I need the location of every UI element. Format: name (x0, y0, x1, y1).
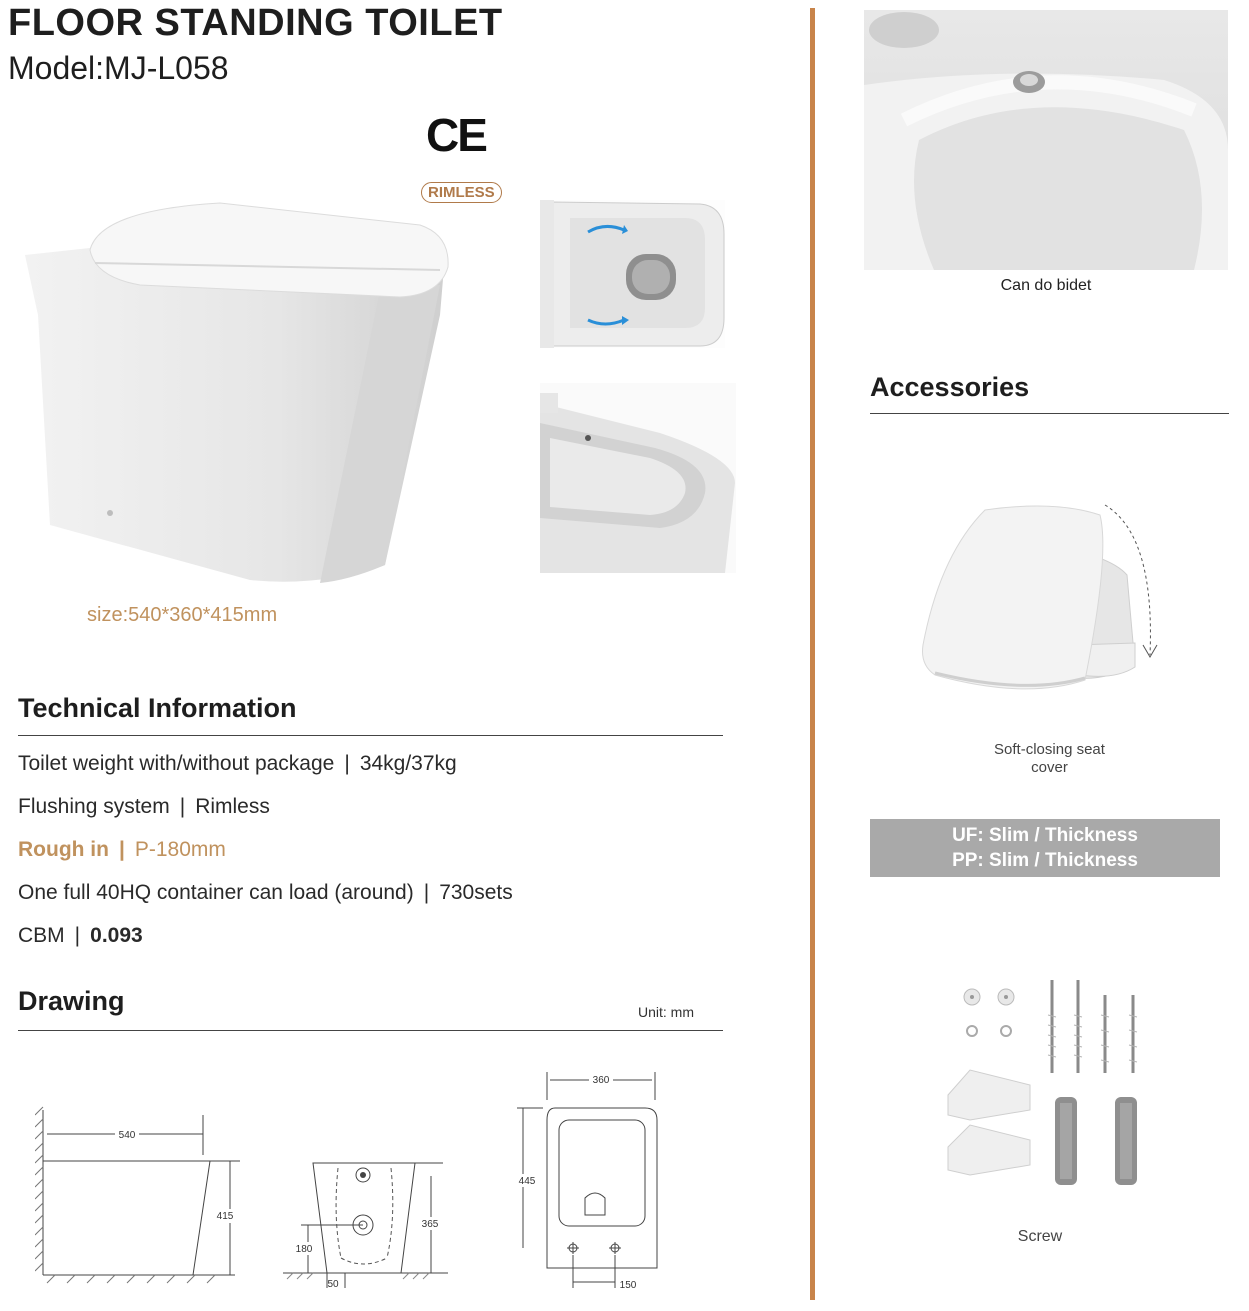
page-title: FLOOR STANDING TOILET (8, 2, 503, 44)
ce-mark: CE (426, 109, 486, 161)
tech-label: Toilet weight with/without package (18, 752, 335, 775)
tech-row-flushing (18, 795, 270, 819)
top-view-drawing (515, 1070, 675, 1295)
screw-kit-image (940, 975, 1150, 1195)
tech-separator: | (118, 838, 125, 861)
tech-label: Flushing system (18, 795, 170, 818)
tech-value: Rimless (195, 795, 270, 818)
seat-caption-line2: cover (1031, 759, 1068, 776)
seat-options-bar (870, 819, 1220, 877)
dim-front-base: 50 (327, 1279, 339, 1290)
screw-caption: Screw (1017, 1228, 1063, 1245)
tech-label: One full 40HQ container can load (around) (18, 881, 414, 904)
tech-value: 730sets (439, 881, 513, 904)
model-number: Model:MJ-L058 (8, 50, 229, 86)
tech-label: Rough in (18, 838, 109, 861)
accessories-heading: Accessories (870, 372, 1030, 402)
dim-front-rough: 180 (295, 1244, 313, 1255)
dim-side-height: 415 (216, 1211, 234, 1222)
rimless-badge: RIMLESS (421, 182, 502, 203)
seat-option-uf: UF: Slim / Thickness (952, 825, 1138, 846)
accessories-rule (870, 413, 1229, 414)
bowl-angle-view-image (540, 383, 736, 573)
front-view-drawing (283, 1158, 448, 1293)
tech-value: P-180mm (134, 838, 226, 861)
drawing-heading: Drawing (18, 986, 125, 1016)
tech-value: 34kg/37kg (359, 752, 457, 775)
drawing-rule (18, 1030, 723, 1031)
tech-row-container (18, 881, 513, 905)
dim-front-height: 365 (421, 1219, 439, 1230)
tech-separator: | (179, 795, 186, 818)
dim-top-depth: 445 (518, 1176, 536, 1187)
tech-separator: | (344, 752, 350, 775)
side-view-drawing (35, 1105, 250, 1290)
dim-top-offset: 150 (619, 1280, 637, 1291)
tech-row-cbm (18, 924, 143, 948)
tech-separator: | (74, 924, 81, 947)
tech-row-rough-in (18, 838, 226, 862)
drawing-unit: Unit: mm (638, 1004, 694, 1020)
technical-heading: Technical Information (18, 693, 297, 723)
tech-label: CBM (18, 924, 65, 947)
toilet-main-image (20, 195, 460, 590)
tech-separator: | (423, 881, 430, 904)
product-size: size:540*360*415mm (87, 604, 278, 626)
seat-caption-line1: Soft-closing seat (994, 741, 1105, 758)
bidet-photo (864, 10, 1228, 270)
dim-top-width: 360 (592, 1075, 610, 1086)
dim-side-length: 540 (118, 1130, 136, 1141)
column-divider (810, 8, 815, 1300)
seat-option-pp: PP: Slim / Thickness (952, 850, 1138, 871)
bowl-top-view-image (540, 200, 725, 348)
bidet-caption: Can do bidet (1000, 277, 1092, 294)
tech-row-weight (18, 752, 457, 776)
tech-value: 0.093 (90, 924, 143, 947)
technical-rule (18, 735, 723, 736)
seat-cover-image (915, 495, 1170, 720)
